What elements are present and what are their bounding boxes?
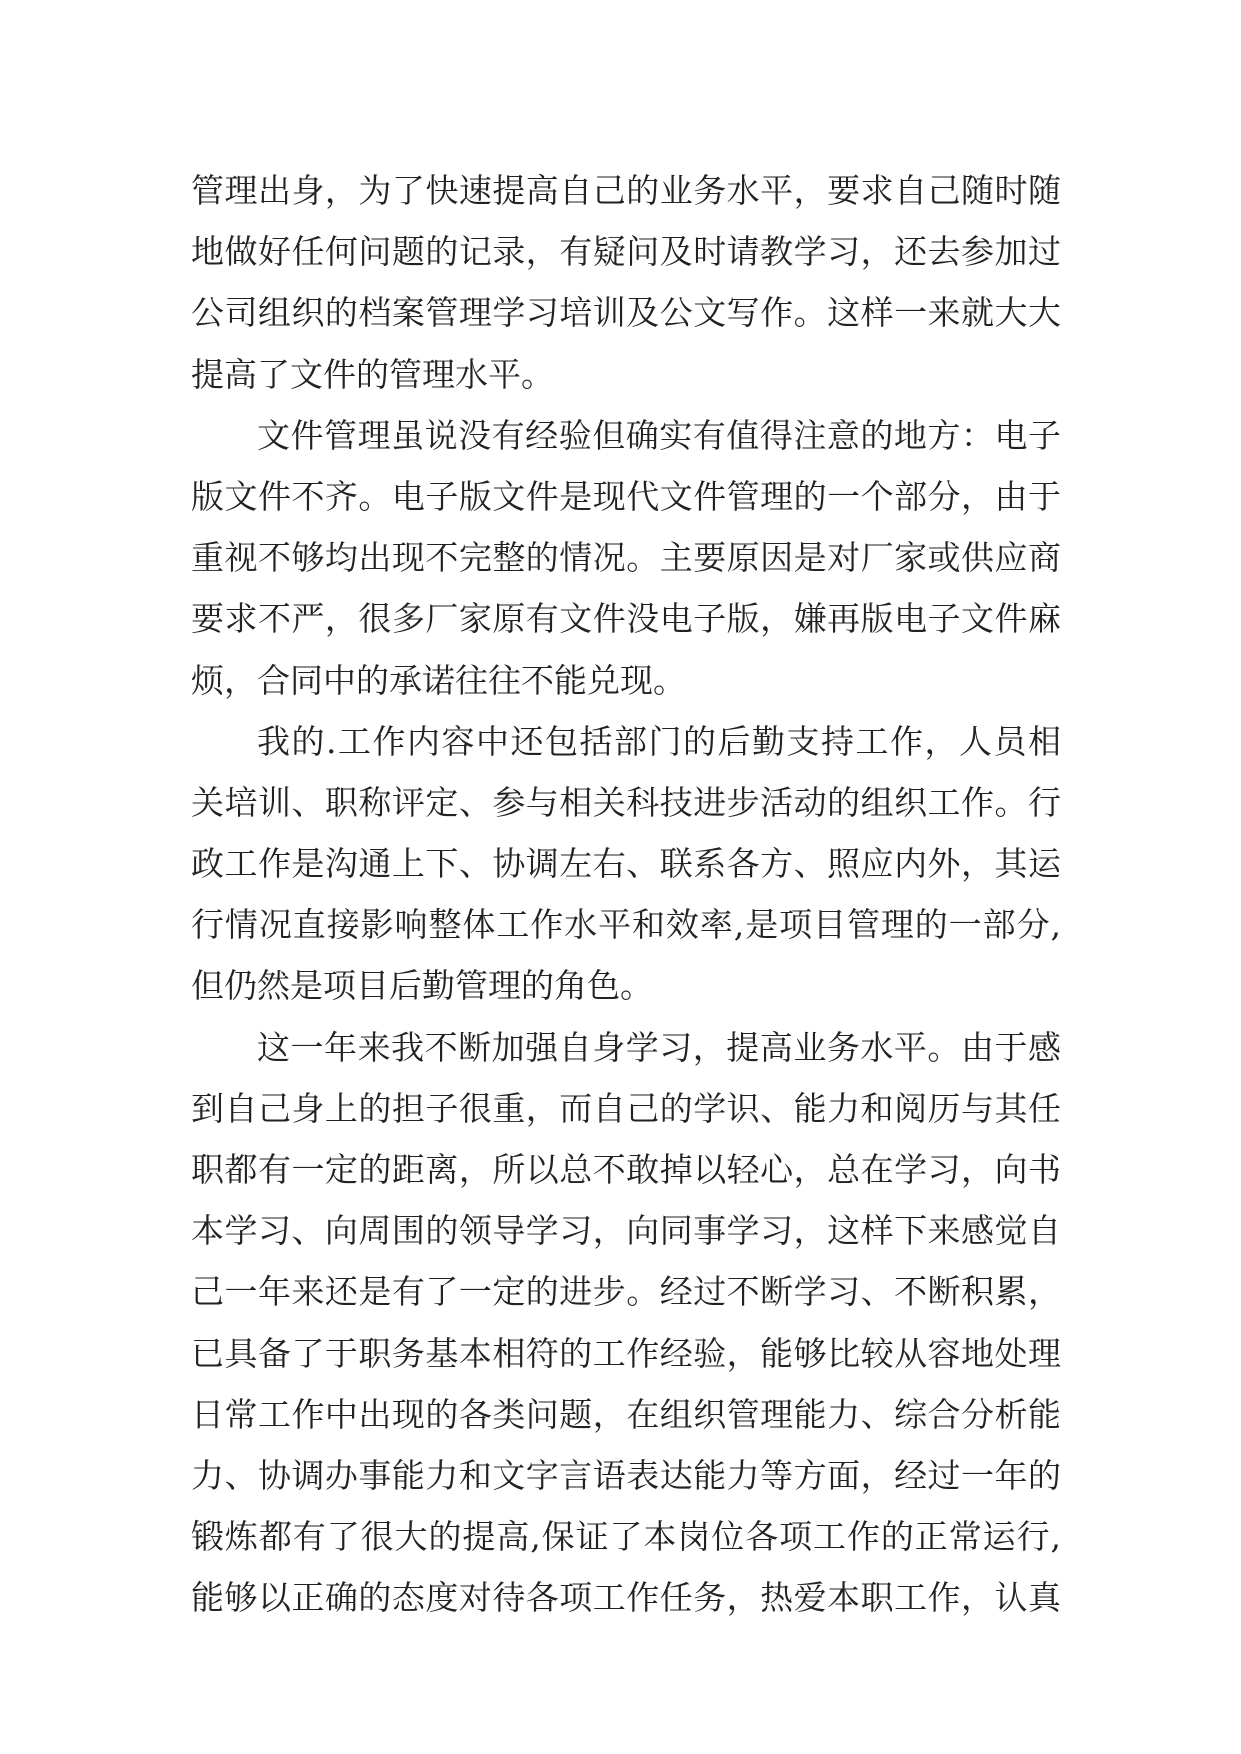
paragraph-line: 公司组织的档案管理学习培训及公文写作。这样一来就大大 bbox=[191, 293, 1061, 333]
paragraph-line: 日常工作中出现的各类问题，在组织管理能力、综合分析能 bbox=[191, 1394, 1061, 1434]
paragraph-line: 提高了文件的管理水平。 bbox=[191, 354, 554, 394]
paragraph-line: 要求不严，很多厂家原有文件没电子版，嫌再版电子文件麻 bbox=[191, 599, 1061, 639]
paragraph-line: 政工作是沟通上下、协调左右、联系各方、照应内外，其运 bbox=[191, 844, 1061, 884]
paragraph-line: 管理出身，为了快速提高自己的业务水平，要求自己随时随 bbox=[191, 171, 1061, 210]
paragraph-line: 己一年来还是有了一定的进步。经过不断学习、不断积累， bbox=[191, 1272, 1061, 1312]
paragraph-line: 重视不够均出现不完整的情况。主要原因是对厂家或供应商 bbox=[191, 538, 1061, 578]
paragraph-line: 力、协调办事能力和文字言语表达能力等方面，经过一年的 bbox=[191, 1455, 1061, 1495]
paragraph-line: 我的.工作内容中还包括部门的后勤支持工作，人员相 bbox=[257, 721, 1061, 761]
paragraph-line: 行情况直接影响整体工作水平和效率,是项目管理的一部分, bbox=[191, 905, 1061, 945]
paragraph-line: 关培训、职称评定、参与相关科技进步活动的组织工作。行 bbox=[191, 782, 1061, 822]
paragraph-line: 职都有一定的距离，所以总不敢掉以轻心，总在学习，向书 bbox=[191, 1150, 1061, 1189]
paragraph-1 bbox=[191, 160, 1061, 405]
paragraph-2 bbox=[191, 405, 1061, 711]
paragraph-4 bbox=[191, 1017, 1061, 1629]
paragraph-line: 文件管理虽说没有经验但确实有值得注意的地方：电子 bbox=[257, 415, 1061, 455]
paragraph-line: 锻炼都有了很大的提高,保证了本岗位各项工作的正常运行, bbox=[191, 1517, 1061, 1557]
document-body bbox=[191, 160, 1061, 1629]
paragraph-line: 这一年来我不断加强自身学习，提高业务水平。由于感 bbox=[257, 1027, 1061, 1067]
paragraph-line: 本学习、向周围的领导学习，向同事学习，这样下来感觉自 bbox=[191, 1211, 1061, 1251]
paragraph-line: 但仍然是项目后勤管理的角色。 bbox=[191, 966, 653, 1006]
paragraph-line: 版文件不齐。电子版文件是现代文件管理的一个部分，由于 bbox=[191, 476, 1061, 516]
paragraph-3 bbox=[191, 711, 1061, 1017]
paragraph-line: 已具备了于职务基本相符的工作经验，能够比较从容地处理 bbox=[191, 1333, 1061, 1373]
paragraph-line: 烦，合同中的承诺往往不能兑现。 bbox=[191, 660, 686, 700]
paragraph-line: 能够以正确的态度对待各项工作任务，热爱本职工作，认真 bbox=[191, 1578, 1061, 1618]
paragraph-line: 到自己身上的担子很重，而自己的学识、能力和阅历与其任 bbox=[191, 1088, 1061, 1128]
paragraph-line: 地做好任何问题的记录，有疑问及时请教学习，还去参加过 bbox=[191, 232, 1061, 272]
